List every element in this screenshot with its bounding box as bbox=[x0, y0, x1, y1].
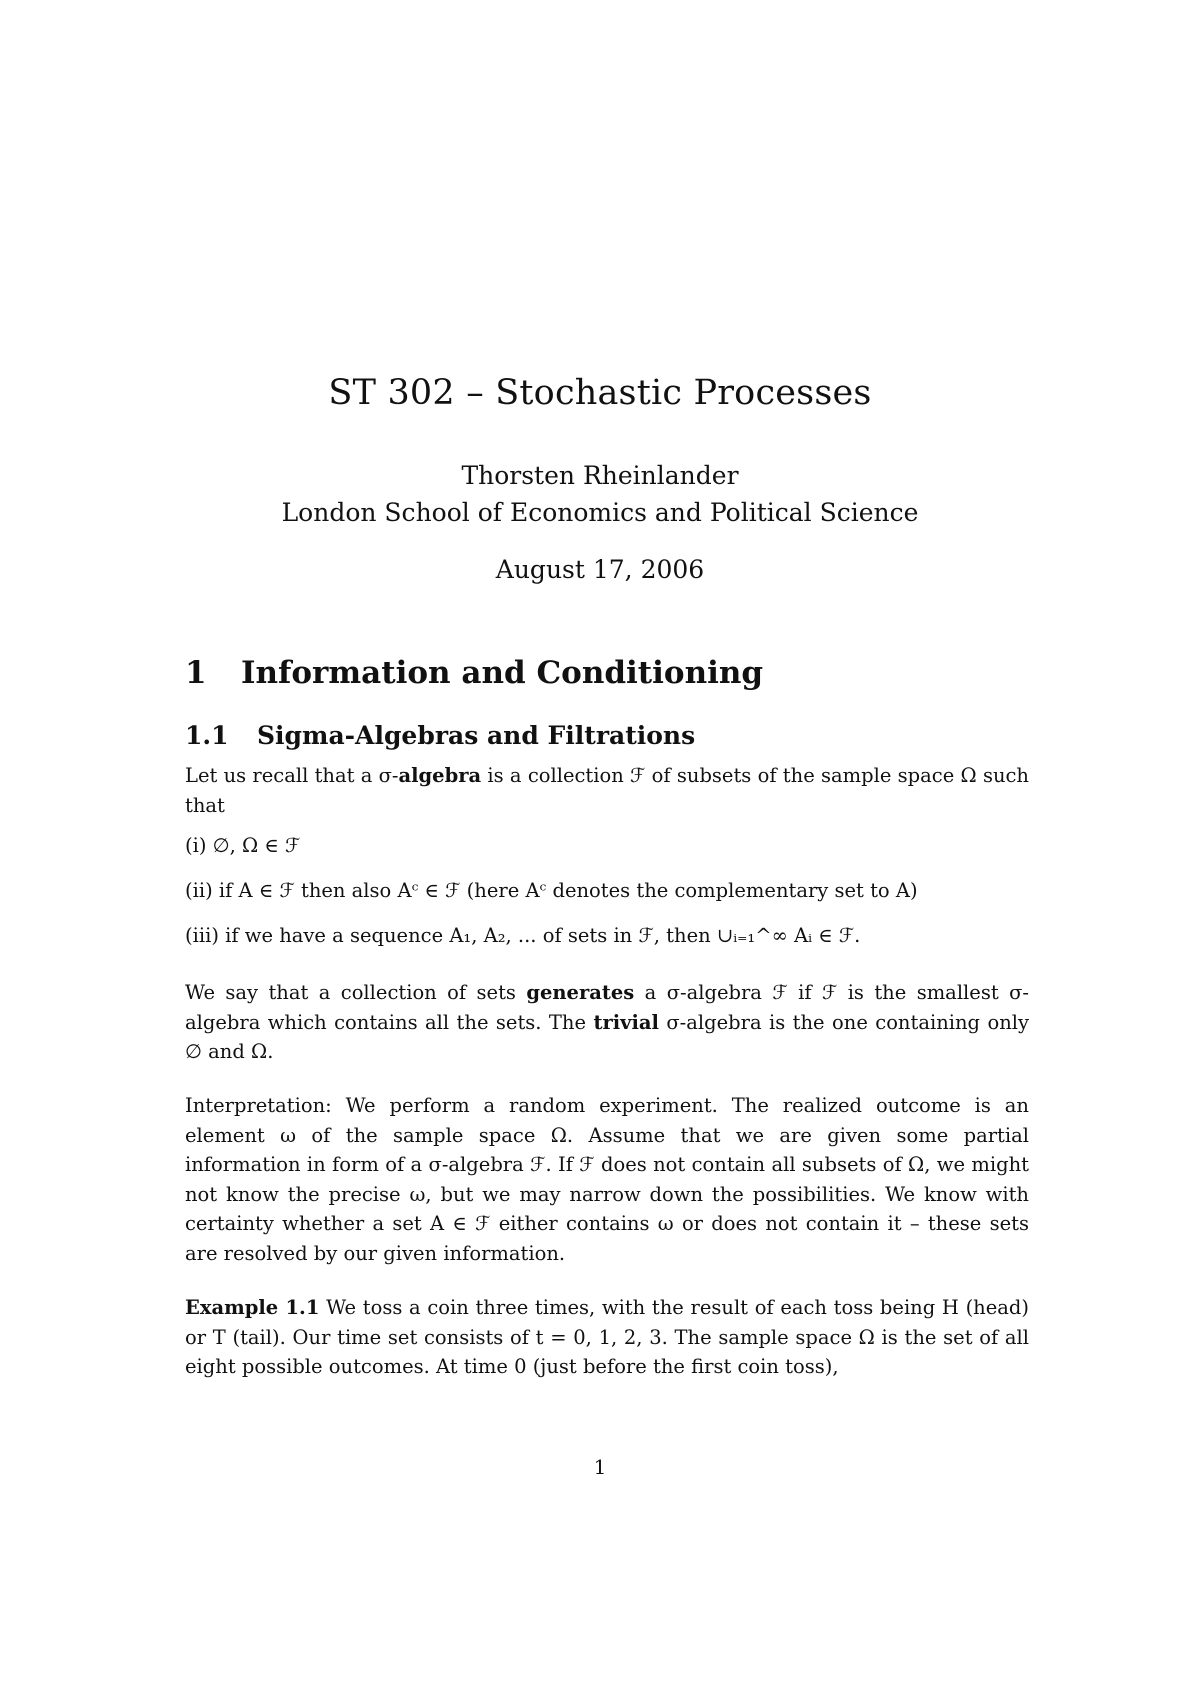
bold-term: trivial bbox=[593, 1010, 659, 1034]
paragraph-text: We toss a coin three times, with the result of each toss being H (head) or T (tail). Our time set consists of t = 0, 1, 2, 3. The sample space Ω is the set of all eight possible outcomes. At time 0 (just before the first coin toss), bbox=[185, 1296, 1029, 1378]
paragraph-text: We say that a collection of sets bbox=[185, 981, 527, 1004]
paragraph-text: Let us recall that a σ- bbox=[185, 764, 399, 787]
paragraph-text: is a collection ℱ of subsets of the sample space Ω such that bbox=[185, 764, 1029, 817]
paragraph-generates bbox=[185, 978, 1029, 1067]
paragraph-definition bbox=[185, 761, 1029, 820]
subsection-title: Sigma-Algebras and Filtrations bbox=[257, 721, 696, 750]
subsection-heading bbox=[185, 721, 695, 750]
author-affiliation: London School of Economics and Political Science bbox=[281, 498, 919, 527]
paragraph-text: σ-algebra is the one containing only ∅ and Ω. bbox=[185, 1010, 1030, 1063]
bold-term: algebra bbox=[398, 764, 482, 787]
paragraph-text: a σ-algebra ℱ if ℱ is the smallest σ-algebra which contains all the sets. The bbox=[185, 981, 1029, 1034]
paragraph-interpretation: Interpretation: We perform a random experiment. The realized outcome is an element ω of the sample space Ω. Assume that we are given some partial information in form of a σ-algebra ℱ. If ℱ does not contain all subsets of Ω, we might not know the precise ω, but we may narrow down the possibilities. We know with certainty whether a set A ∈ ℱ either contains ω or does not contain it – these sets are resolved by our given information. bbox=[185, 1094, 1029, 1265]
section-number: 1 bbox=[185, 655, 207, 691]
list-item-iii: (iii) if we have a sequence A₁, A₂, ... of sets in ℱ, then ∪ᵢ₌₁^∞ Aᵢ ∈ ℱ. bbox=[185, 924, 861, 947]
bold-term: generates bbox=[526, 981, 635, 1004]
paper-title: ST 302 – Stochastic Processes bbox=[328, 373, 872, 413]
subsection-number: 1.1 bbox=[185, 721, 229, 750]
paragraph-example bbox=[185, 1293, 1029, 1382]
section-heading bbox=[185, 655, 763, 691]
section-title: Information and Conditioning bbox=[241, 655, 764, 691]
example-label: Example 1.1 bbox=[185, 1296, 320, 1319]
author-name: Thorsten Rheinlander bbox=[461, 461, 739, 490]
list-item-ii: (ii) if A ∈ ℱ then also Aᶜ ∈ ℱ (here Aᶜ denotes the complementary set to A) bbox=[185, 879, 918, 902]
list-item-i: (i) ∅, Ω ∈ ℱ bbox=[185, 834, 301, 857]
page-number: 1 bbox=[593, 1455, 607, 1479]
paper-date: August 17, 2006 bbox=[495, 555, 705, 584]
